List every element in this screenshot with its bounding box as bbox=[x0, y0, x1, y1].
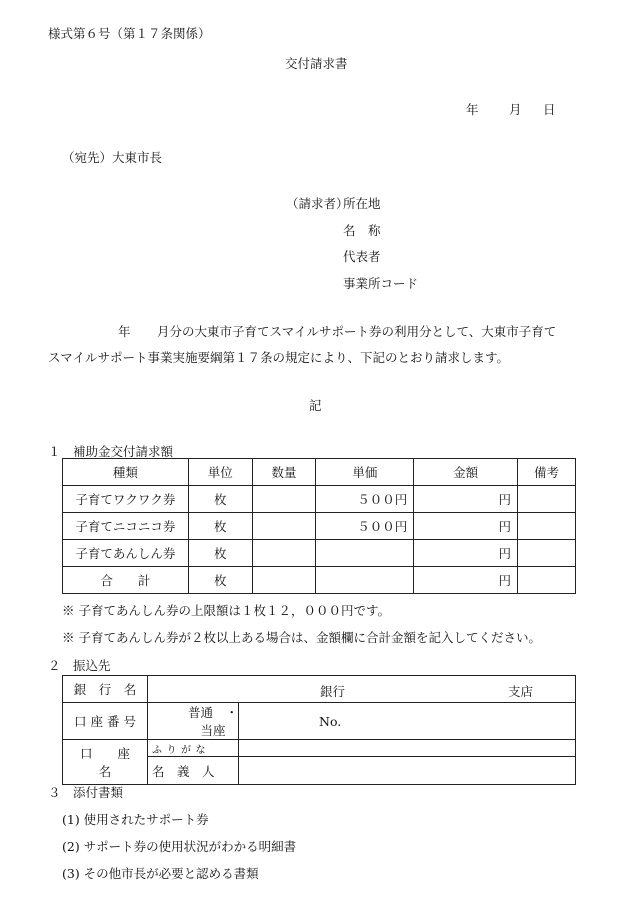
body-line-2: スマイルサポート事業実施要綱第１７条の規定により、下記のとおり請求します。 bbox=[48, 350, 510, 365]
grant-table-header bbox=[63, 459, 576, 486]
row-qty-field[interactable] bbox=[252, 486, 316, 513]
account-no-label: No. bbox=[319, 713, 342, 729]
header-note: 備考 bbox=[518, 459, 576, 486]
row-unit: 枚 bbox=[188, 513, 252, 540]
row-note-field[interactable] bbox=[518, 486, 576, 513]
row-price: ５００円 bbox=[316, 513, 414, 540]
row-unit: 枚 bbox=[188, 486, 252, 513]
date-day: 日 bbox=[543, 102, 556, 117]
bank-name-field[interactable] bbox=[148, 676, 576, 703]
ki-heading: 記 bbox=[309, 398, 322, 413]
date-year: 年 bbox=[466, 102, 479, 117]
applicant-address: 所在地 bbox=[343, 196, 381, 211]
row-qty-field[interactable] bbox=[252, 567, 316, 594]
note-1: ※ 子育てあんしん券の上限額は１枚１２，０００円です。 bbox=[62, 603, 390, 618]
applicant-label: （請求者） bbox=[286, 196, 349, 211]
section-2-heading: ２ 振込先 bbox=[48, 658, 111, 673]
bank-table bbox=[62, 675, 576, 785]
account-number-field[interactable] bbox=[239, 703, 576, 740]
account-holder-label: 口 座 名 bbox=[63, 740, 148, 785]
header-price: 単価 bbox=[316, 459, 414, 486]
row-qty-field[interactable] bbox=[252, 540, 316, 567]
row-amount-field[interactable]: 円 bbox=[414, 486, 518, 513]
row-qty-field[interactable] bbox=[252, 513, 316, 540]
list-item: (1) 使用されたサポート券 bbox=[62, 812, 209, 827]
furigana-label: ふりがな bbox=[148, 740, 239, 757]
row-amount-field[interactable]: 円 bbox=[414, 513, 518, 540]
applicant-office-code: 事業所コード bbox=[343, 276, 419, 291]
applicant-representative: 代表者 bbox=[343, 249, 381, 264]
row-type: 子育てニコニコ券 bbox=[63, 513, 189, 540]
body-year: 年 bbox=[118, 324, 131, 339]
meigi-label: 名 義 人 bbox=[148, 757, 239, 785]
list-item: (3) その他市長が必要と認める書類 bbox=[62, 866, 259, 881]
row-price: ５００円 bbox=[316, 486, 414, 513]
bank-suffix: 銀行 bbox=[320, 684, 346, 699]
header-qty: 数量 bbox=[252, 459, 316, 486]
row-amount-field[interactable]: 円 bbox=[414, 540, 518, 567]
row-price-field[interactable] bbox=[316, 567, 414, 594]
grant-table bbox=[62, 458, 576, 594]
account-type-select[interactable]: 普通 ・ 当座 bbox=[148, 703, 239, 740]
list-item: (2) サポート券の使用状況がわかる明細書 bbox=[62, 839, 297, 854]
meigi-field[interactable] bbox=[239, 757, 576, 785]
header-amount: 金額 bbox=[414, 459, 518, 486]
table-row-total bbox=[63, 567, 576, 594]
section-3-heading: ３ 添付書類 bbox=[48, 785, 124, 800]
table-row bbox=[63, 513, 576, 540]
bank-name-label: 銀 行 名 bbox=[63, 676, 148, 703]
form-number: 様式第６号（第１７条関係） bbox=[48, 26, 211, 41]
applicant-name: 名 称 bbox=[343, 223, 381, 238]
header-type: 種類 bbox=[63, 459, 189, 486]
header-unit: 単位 bbox=[188, 459, 252, 486]
table-row bbox=[63, 540, 576, 567]
furigana-field[interactable] bbox=[239, 740, 576, 757]
addressee: （宛先）大東市長 bbox=[62, 150, 163, 165]
section-1-heading: １ 補助金交付請求額 bbox=[48, 444, 174, 459]
page-title: 交付請求書 bbox=[285, 56, 348, 71]
account-number-label: 口 座 番 号 bbox=[63, 703, 148, 740]
row-note-field[interactable] bbox=[518, 540, 576, 567]
body-line-1: 月分の大東市子育てスマイルサポート券の利用分として、大東市子育て bbox=[157, 324, 557, 339]
row-unit: 枚 bbox=[188, 567, 252, 594]
row-type: 子育てあんしん券 bbox=[63, 540, 189, 567]
row-amount-field[interactable]: 円 bbox=[414, 567, 518, 594]
row-note-field[interactable] bbox=[518, 567, 576, 594]
row-type: 合 計 bbox=[63, 567, 189, 594]
row-note-field[interactable] bbox=[518, 513, 576, 540]
row-unit: 枚 bbox=[188, 540, 252, 567]
date-month: 月 bbox=[509, 102, 522, 117]
branch-suffix: 支店 bbox=[508, 684, 534, 699]
row-price-field[interactable] bbox=[316, 540, 414, 567]
note-2: ※ 子育てあんしん券が２枚以上ある場合は、金額欄に合計金額を記入してください。 bbox=[62, 630, 541, 645]
row-type: 子育てワクワク券 bbox=[63, 486, 189, 513]
table-row bbox=[63, 486, 576, 513]
